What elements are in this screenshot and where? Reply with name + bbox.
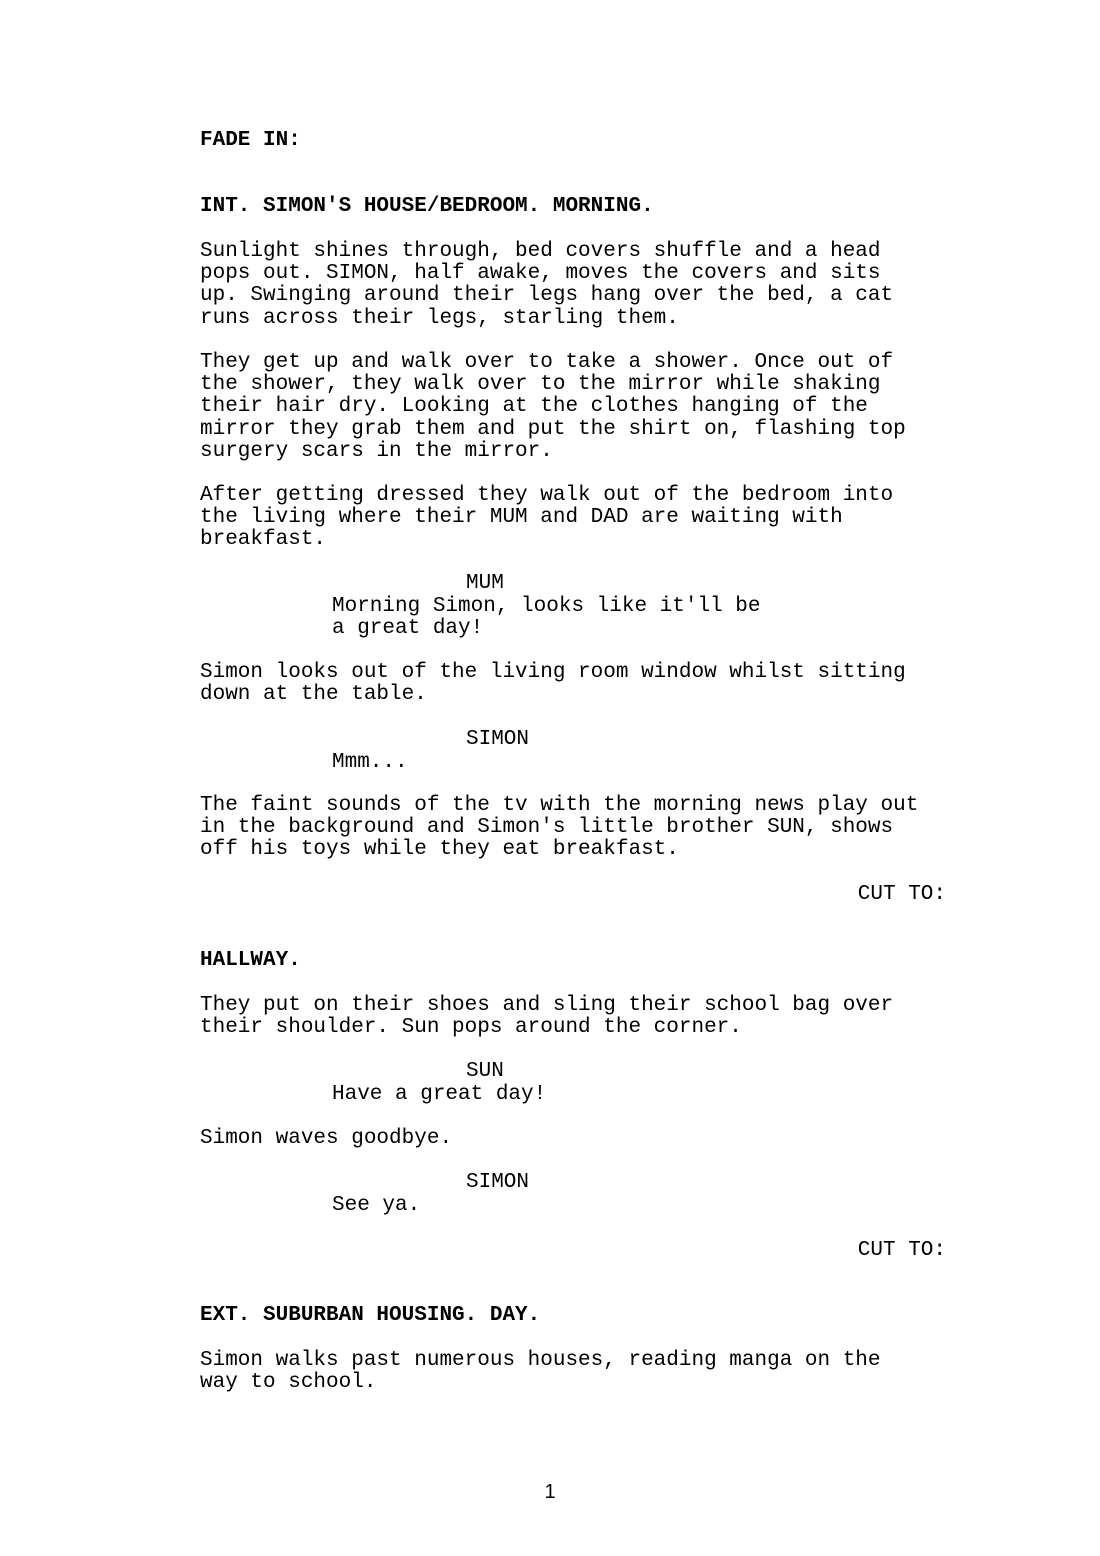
action-paragraph: Simon waves goodbye. (200, 1127, 453, 1150)
action-paragraph: They get up and walk over to take a shower. Once out of the shower, they walk over to the mirror while shaking their hair dry. Looking at the clothes hanging of the mirror they grab them and put the shirt on, flashing top surgery scars in the mirror. (200, 351, 906, 463)
page-number: 1 (544, 1481, 556, 1503)
scene-heading-hallway: HALLWAY. (200, 949, 301, 972)
action-paragraph: Simon looks out of the living room window whilst sitting down at the table. (200, 661, 906, 707)
action-paragraph: The faint sounds of the tv with the morning news play out in the background and Simon's little brother SUN, shows off his toys while they eat breakfast. (200, 794, 919, 862)
dialogue-line: Morning Simon, looks like it'll be a great day! (332, 595, 761, 641)
character-name-sun: SUN (466, 1060, 504, 1083)
action-paragraph: Simon walks past numerous houses, reading manga on the way to school. (200, 1349, 881, 1395)
character-name-mum: MUM (466, 572, 504, 595)
dialogue-line: Have a great day! (332, 1083, 547, 1106)
action-paragraph: Sunlight shines through, bed covers shuffle and a head pops out. SIMON, half awake, moves the covers and sits up. Swinging around their legs hang over the bed, a cat runs across their legs, starling them. (200, 240, 894, 330)
fade-in-transition: FADE IN: (200, 129, 301, 152)
cut-to-transition: CUT TO: (857, 883, 946, 906)
dialogue-line: See ya. (332, 1194, 421, 1217)
scene-heading-bedroom: INT. SIMON'S HOUSE/BEDROOM. MORNING. (200, 195, 654, 218)
character-name-simon: SIMON (466, 1171, 530, 1194)
action-paragraph: They put on their shoes and sling their school bag over their shoulder. Sun pops around the corner. (200, 994, 894, 1040)
cut-to-transition: CUT TO: (857, 1239, 946, 1262)
character-name-simon: SIMON (466, 728, 530, 751)
scene-heading-suburban-housing: EXT. SUBURBAN HOUSING. DAY. (200, 1304, 541, 1327)
action-paragraph: After getting dressed they walk out of the bedroom into the living where their MUM and DAD are waiting with breakfast. (200, 484, 894, 552)
dialogue-line: Mmm... (332, 751, 408, 774)
